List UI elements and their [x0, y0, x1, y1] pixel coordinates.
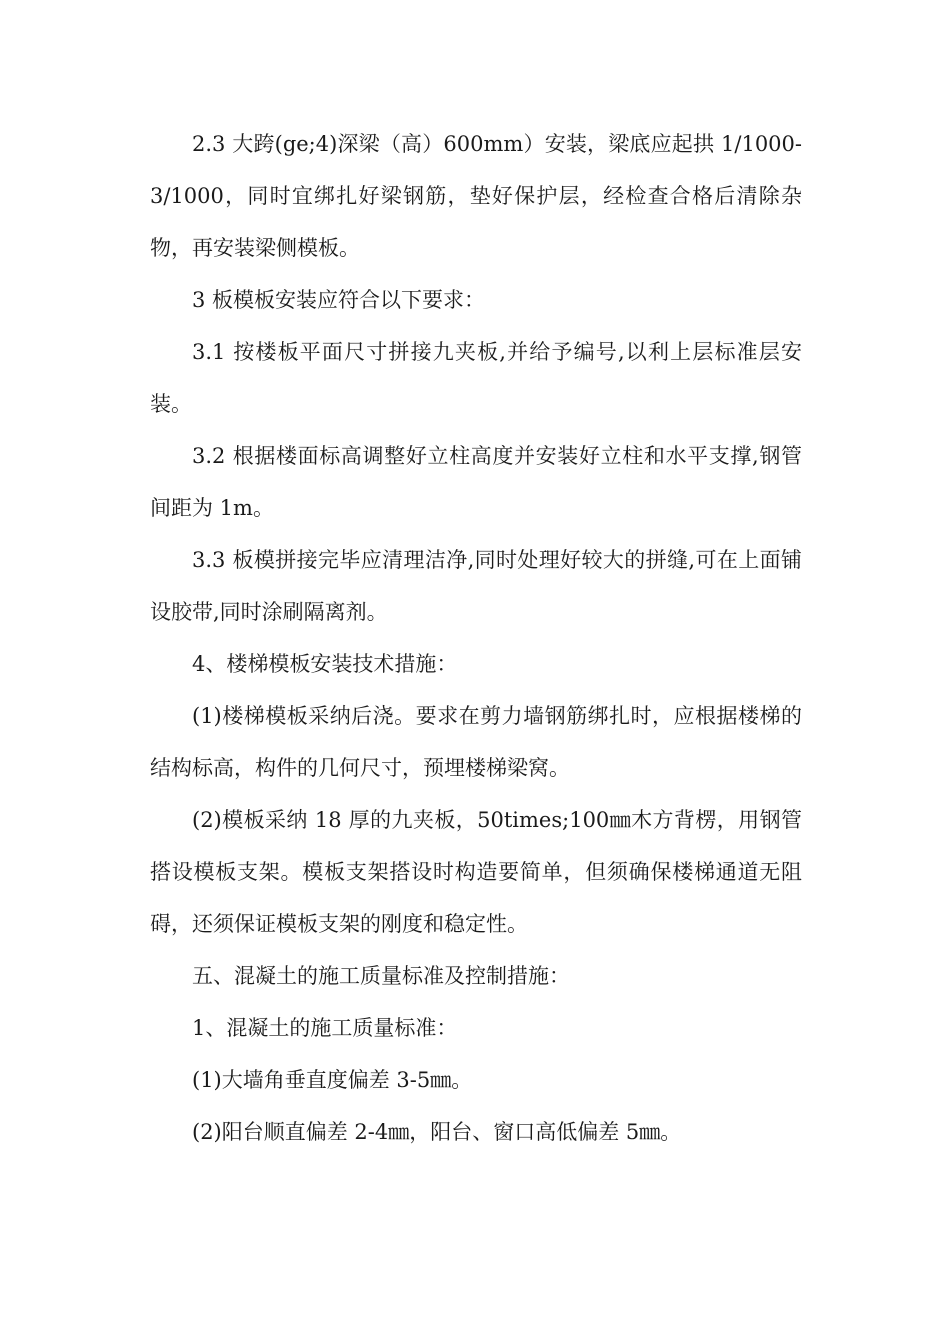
- paragraph-slab-3-3: 3.3 板模拼接完毕应清理洁净,同时处理好较大的拼缝,可在上面铺设胶带,同时涂刷隔离剂。: [150, 548, 802, 624]
- paragraph-concrete-standard-heading: 1、混凝土的施工质量标准：: [192, 1016, 458, 1040]
- paragraph-stair-1: (1)楼梯模板采纳后浇。要求在剪力墙钢筋绑扎时，应根据楼梯的结构标高，构件的几何尺寸，预埋楼梯梁窝。: [150, 704, 802, 780]
- paragraph-stair-2: (2)模板采纳 18 厚的九夹板，50times;100㎜木方背楞，用钢管搭设模板支架。模板支架搭设时构造要简单，但须确保楼梯通道无阻碍，还须保证模板支架的刚度和稳定性。: [150, 808, 802, 936]
- paragraph-beam-installation: 2.3 大跨(ge;4)深梁（高）600mm）安装，梁底应起拱 1/1000-3/1000，同时宜绑扎好梁钢筋，垫好保护层，经检查合格后清除杂物，再安装梁侧模板。: [150, 132, 802, 260]
- paragraph-slab-3-1: 3.1 按楼板平面尺寸拼接九夹板,并给予编号,以利上层标准层安装。: [150, 340, 802, 416]
- paragraph-concrete-heading: 五、混凝土的施工质量标准及控制措施：: [192, 964, 570, 988]
- paragraph-slab-3-2: 3.2 根据楼面标高调整好立柱高度并安装好立柱和水平支撑,钢管间距为 1m。: [150, 444, 802, 520]
- paragraph-slab-requirements-heading: 3 板模板安装应符合以下要求：: [192, 288, 486, 312]
- paragraph-stair-heading: 4、楼梯模板安装技术措施：: [192, 652, 458, 676]
- paragraph-concrete-standard-2: (2)阳台顺直偏差 2-4㎜，阳台、窗口高低偏差 5㎜。: [192, 1120, 682, 1144]
- paragraph-concrete-standard-1: (1)大墙角垂直度偏差 3-5㎜。: [192, 1068, 473, 1092]
- document-body: [150, 118, 802, 1158]
